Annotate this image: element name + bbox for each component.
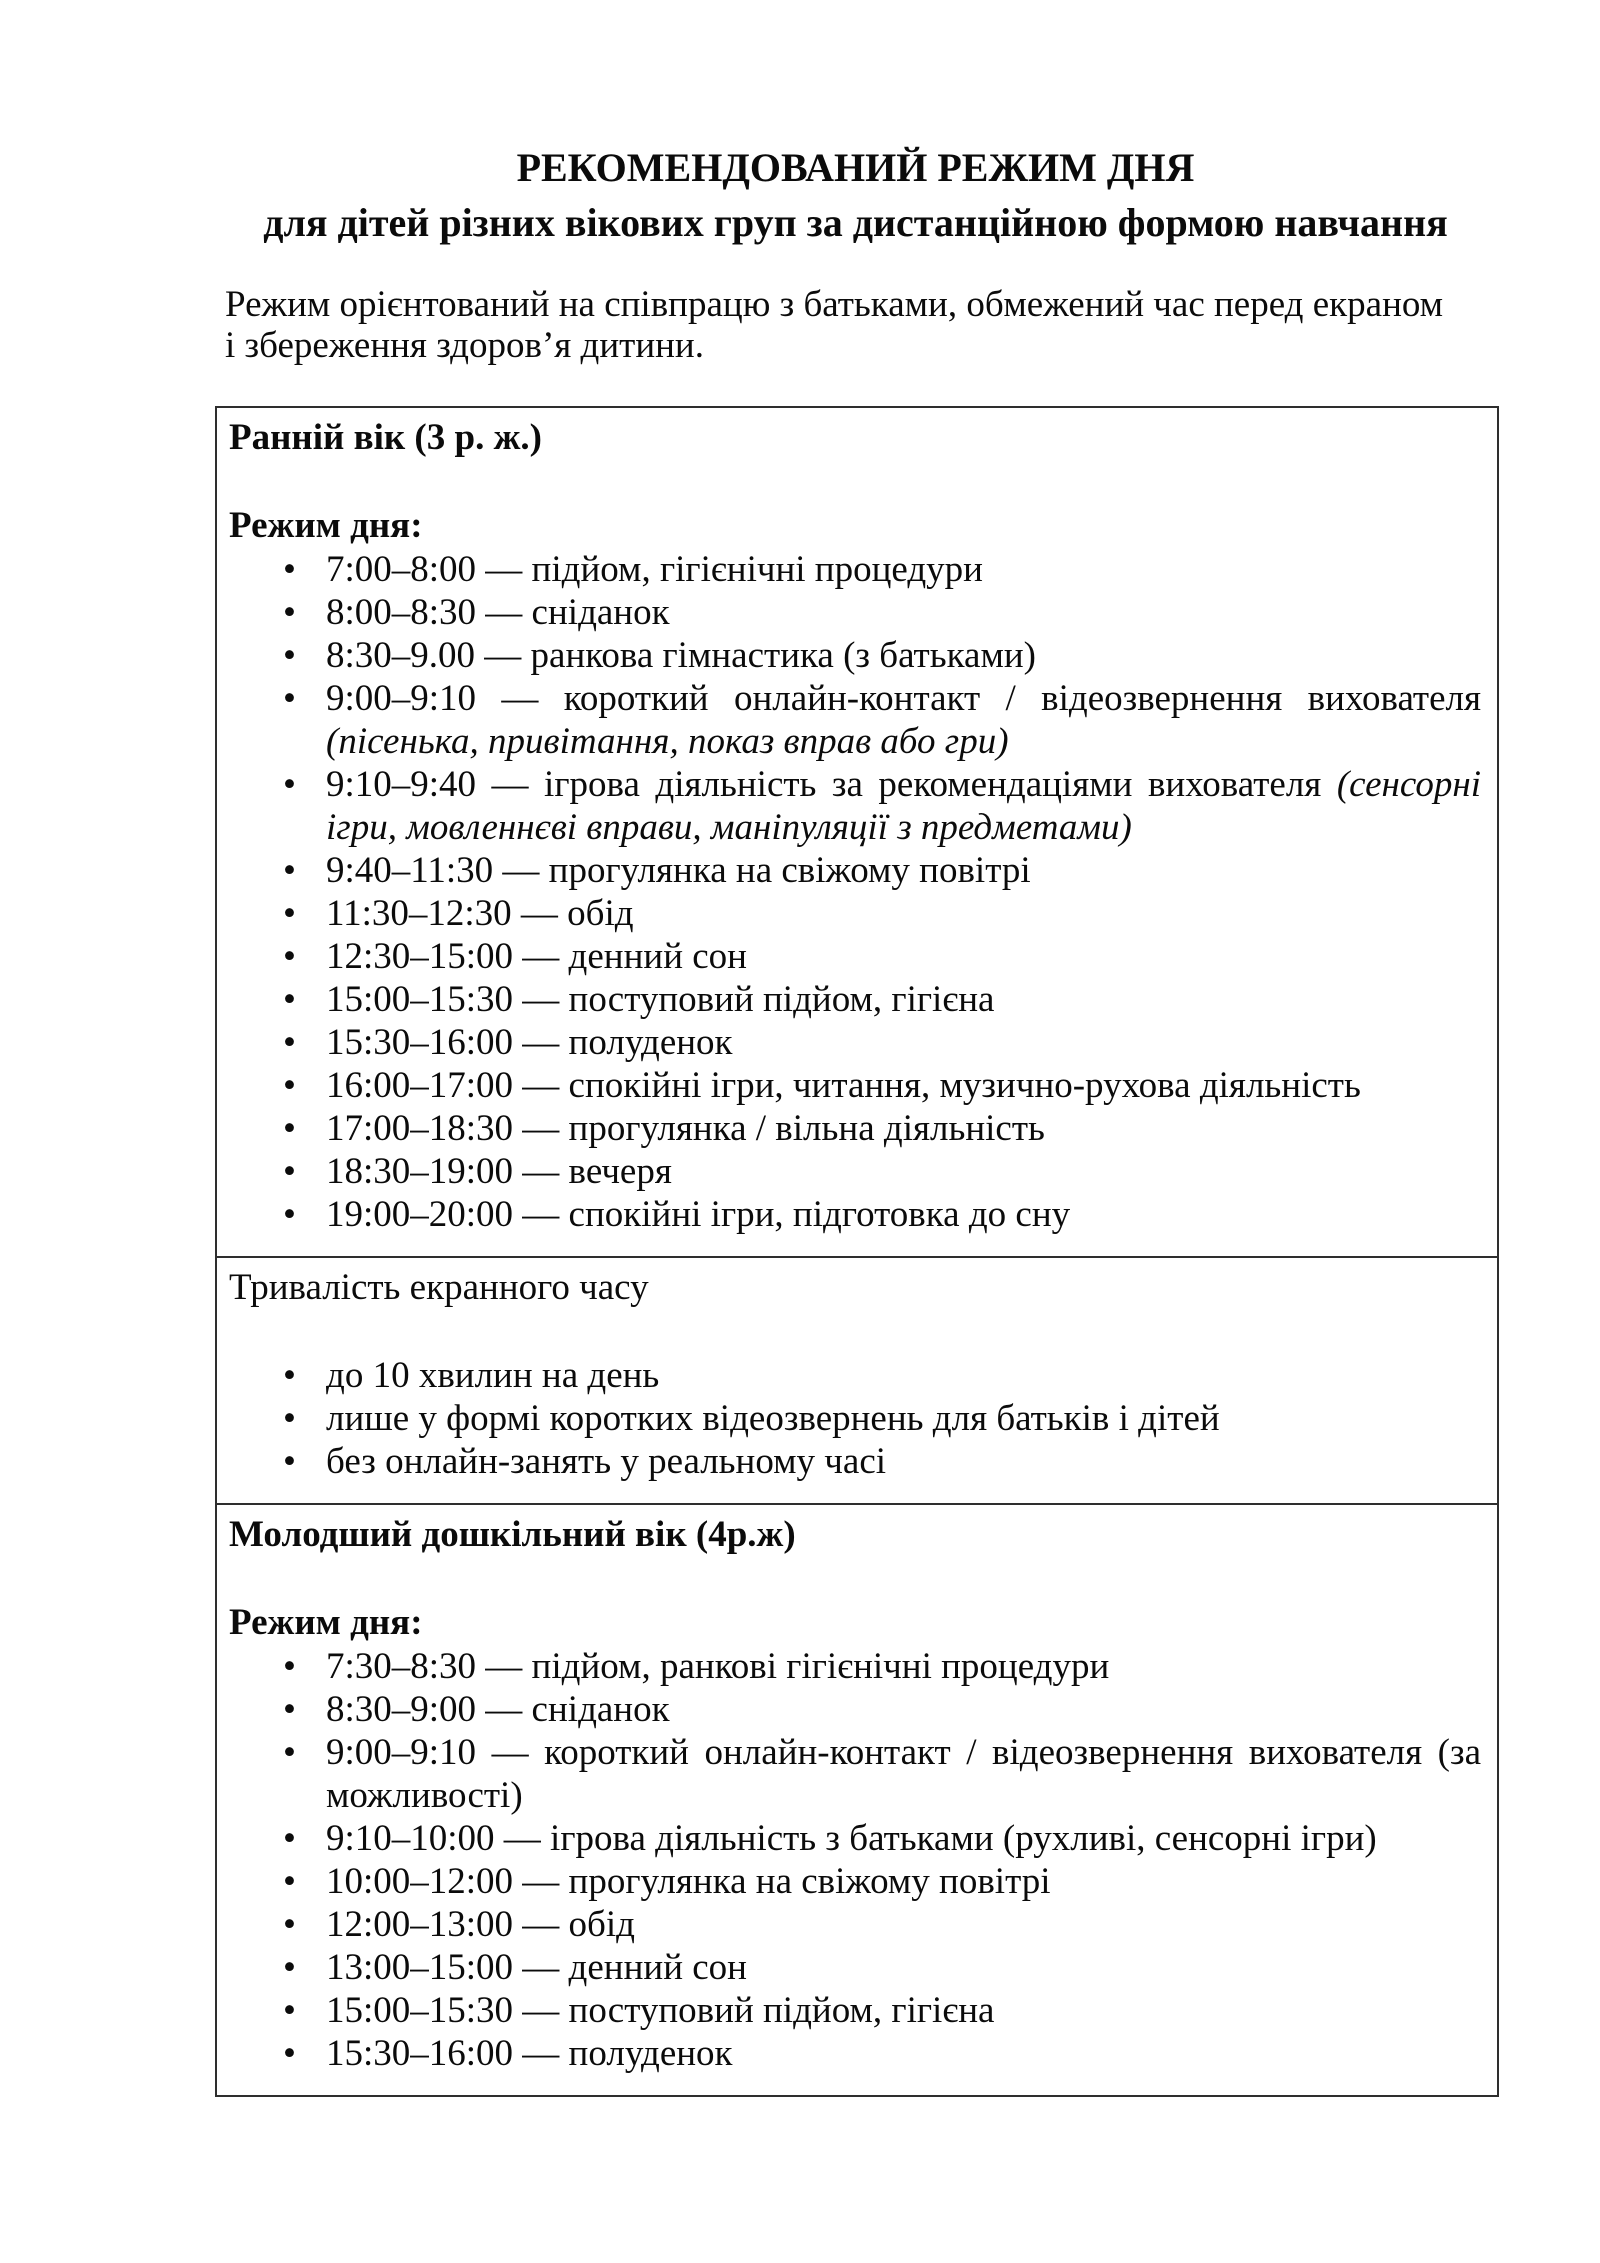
item-text: 11:30–12:30 — обід [326, 893, 634, 934]
schedule-list [229, 548, 1485, 1236]
item-text: без онлайн-занять у реальному часі [326, 1441, 887, 1482]
schedule-item [229, 892, 1485, 935]
item-text: 17:00–18:30 — прогулянка / вільна діяльність [326, 1108, 1045, 1149]
intro-line-1: Режим орієнтований на співпрацю з батьками, обмежений час перед екраном [225, 284, 1444, 325]
schedule-list [229, 1354, 1485, 1483]
item-text: 9:10–9:40 — ігрова діяльність за рекомендаціями вихователя [326, 764, 1322, 805]
schedule-item [229, 1064, 1485, 1107]
schedule-table [215, 406, 1499, 2097]
schedule-item [229, 1193, 1485, 1236]
item-text: 9:00–9:10 — короткий онлайн-контакт / відеозвернення вихователя [326, 678, 1481, 719]
schedule-item [229, 548, 1485, 591]
item-text: 18:30–19:00 — вечеря [326, 1151, 672, 1192]
schedule-item [229, 1397, 1485, 1440]
schedule-item [229, 1645, 1485, 1688]
section-heading: Тривалість екранного часу [229, 1267, 649, 1308]
schedule-item [229, 1946, 1485, 1989]
item-text: 7:00–8:00 — підйом, гігієнічні процедури [326, 549, 983, 590]
item-note: (пісенька, привітання, показ вправ або гри) [326, 721, 1009, 762]
schedule-item [229, 634, 1485, 677]
section-screen-time [217, 1256, 1497, 1503]
schedule-item [229, 2032, 1485, 2075]
item-text: 8:30–9.00 — ранкова гімнастика (з батьками) [326, 635, 1036, 676]
schedule-item [229, 591, 1485, 634]
schedule-item [229, 1989, 1485, 2032]
schedule-item [229, 935, 1485, 978]
schedule-item [229, 677, 1485, 763]
item-text: 8:00–8:30 — сніданок [326, 592, 670, 633]
schedule-item [229, 1107, 1485, 1150]
section-subheading: Режим дня: [229, 1602, 423, 1643]
item-text: 13:00–15:00 — денний сон [326, 1947, 747, 1988]
schedule-item [229, 1903, 1485, 1946]
schedule-item [229, 1817, 1485, 1860]
title-line-2: для дітей різних вікових груп за дистанційною формою навчання [263, 200, 1448, 245]
schedule-item [229, 1440, 1485, 1483]
item-text: 9:00–9:10 — короткий онлайн-контакт / відеозвернення вихователя (за можливості) [326, 1732, 1481, 1816]
section-junior-preschool [217, 1503, 1497, 2095]
section-subheading: Режим дня: [229, 505, 423, 546]
item-note: (сенсорні ігри, мовленнєві вправи, маніпуляції з предметами) [326, 764, 1481, 848]
item-text: 9:10–10:00 — ігрова діяльність з батьками (рухливі, сенсорні ігри) [326, 1818, 1377, 1859]
schedule-item [229, 1860, 1485, 1903]
section-early-age [217, 408, 1497, 1256]
schedule-item [229, 849, 1485, 892]
item-text: 15:30–16:00 — полуденок [326, 1022, 733, 1063]
item-text: 7:30–8:30 — підйом, ранкові гігієнічні процедури [326, 1646, 1110, 1687]
intro-paragraph [225, 284, 1486, 366]
item-text: 16:00–17:00 — спокійні ігри, читання, музично-рухова діяльність [326, 1065, 1361, 1106]
item-text: 15:00–15:30 — поступовий підйом, гігієна [326, 1990, 995, 2031]
item-text: 10:00–12:00 — прогулянка на свіжому повітрі [326, 1861, 1051, 1902]
item-text: 8:30–9:00 — сніданок [326, 1689, 670, 1730]
schedule-item [229, 1150, 1485, 1193]
item-text: 9:40–11:30 — прогулянка на свіжому повітрі [326, 850, 1031, 891]
schedule-item [229, 1688, 1485, 1731]
title-line-1: РЕКОМЕНДОВАНИЙ РЕЖИМ ДНЯ [516, 145, 1195, 190]
item-text: до 10 хвилин на день [326, 1355, 660, 1396]
section-heading: Молодший дошкільний вік (4р.ж) [229, 1514, 796, 1555]
schedule-item [229, 978, 1485, 1021]
item-text: 12:00–13:00 — обід [326, 1904, 635, 1945]
item-text: 12:30–15:00 — денний сон [326, 936, 747, 977]
schedule-item [229, 1021, 1485, 1064]
schedule-item [229, 1731, 1485, 1817]
item-text: лише у формі коротких відеозвернень для батьків і дітей [326, 1398, 1220, 1439]
item-text: 15:30–16:00 — полуденок [326, 2033, 733, 2074]
section-heading: Ранній вік (3 р. ж.) [229, 417, 542, 458]
item-text: 15:00–15:30 — поступовий підйом, гігієна [326, 979, 995, 1020]
document-title [225, 0, 1486, 250]
schedule-item [229, 763, 1485, 849]
item-text: 19:00–20:00 — спокійні ігри, підготовка до сну [326, 1194, 1071, 1235]
schedule-item [229, 1354, 1485, 1397]
schedule-list [229, 1645, 1485, 2075]
intro-line-2: і збереження здоров’я дитини. [225, 325, 704, 366]
